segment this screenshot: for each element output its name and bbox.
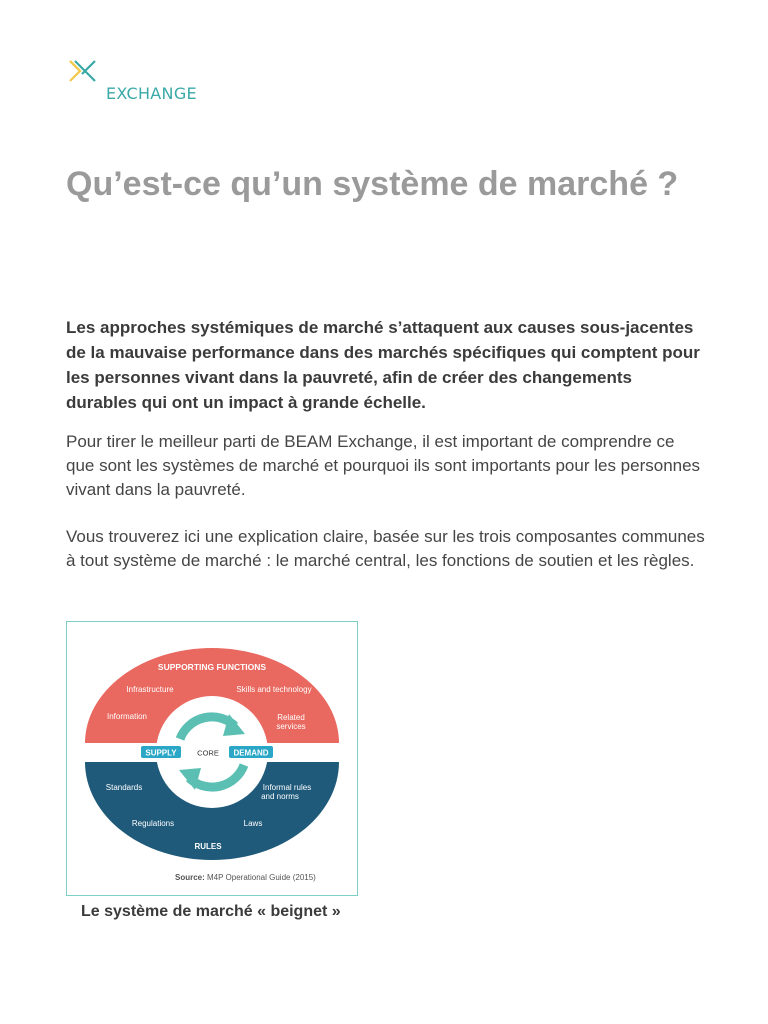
core-label: CORE bbox=[197, 748, 219, 758]
market-system-diagram bbox=[66, 621, 358, 896]
figure-caption: Le système de marché « beignet » bbox=[81, 903, 341, 920]
label-services: services bbox=[276, 722, 306, 731]
source-label: Source: bbox=[175, 873, 205, 882]
source-text: M4P Operational Guide (2015) bbox=[204, 873, 316, 882]
exchange-logo-icon bbox=[68, 58, 100, 86]
body-paragraph-1: Pour tirer le meilleur parti de BEAM Exchange, il est important de comprendre ce que sont les systèmes de marché et pourquoi ils sont importants pour les personnes vivant dans la pauvreté. bbox=[66, 432, 701, 499]
label-laws: Laws bbox=[243, 819, 263, 828]
figure-source bbox=[175, 873, 316, 882]
label-standards: Standards bbox=[105, 783, 143, 792]
supply-label: SUPPLY bbox=[145, 748, 177, 758]
label-skills-technology: Skills and technology bbox=[236, 685, 312, 694]
logo-text: EXCHANGE bbox=[106, 84, 197, 103]
label-regulations: Regulations bbox=[131, 819, 175, 828]
label-and-norms: and norms bbox=[261, 792, 299, 801]
label-infrastructure: Infrastructure bbox=[126, 685, 174, 694]
supporting-functions-title: SUPPORTING FUNCTIONS bbox=[157, 662, 267, 672]
rules-title: RULES bbox=[194, 842, 222, 851]
body-paragraph-2: Vous trouverez ici une explication claire, basée sur les trois composantes communes à tout système de marché : le marché central, les fonctions de soutien et les règles. bbox=[66, 527, 705, 570]
page-title: Qu’est-ce qu’un système de marché ? bbox=[66, 165, 679, 203]
label-information: Information bbox=[106, 712, 148, 721]
lead-paragraph: Les approches systémiques de marché s’attaquent aux causes sous-jacentes de la mauvaise performance dans des marchés spécifiques qui comptent pour les personnes vivant dans la pauvreté, afin de créer des changements durables qui ont un impact à grande échelle. bbox=[66, 318, 700, 412]
label-informal-rules: Informal rules bbox=[262, 783, 312, 792]
demand-label: DEMAND bbox=[233, 748, 269, 758]
label-related: Related bbox=[277, 713, 305, 722]
